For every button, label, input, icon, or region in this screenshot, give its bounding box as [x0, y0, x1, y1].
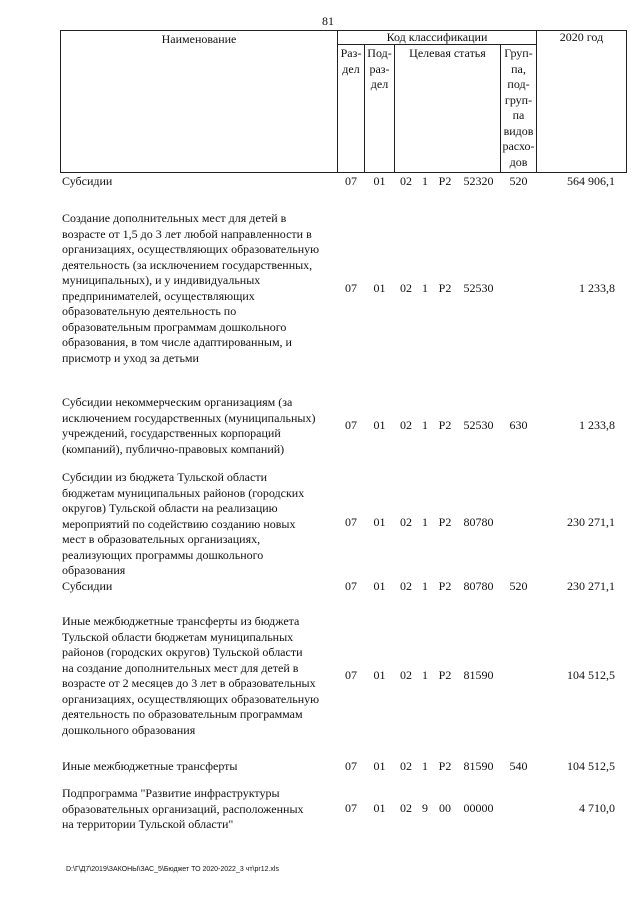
row-name: Иные межбюджетные трансферты: [62, 759, 238, 773]
row-razdel: 07: [345, 801, 357, 815]
row-amount: 564 906,1: [567, 174, 615, 188]
row-cs2: 1: [422, 418, 428, 432]
row-razdel: 07: [345, 281, 357, 295]
row-podrazdel: 01: [373, 418, 386, 432]
row-cs4: 80780: [463, 579, 494, 593]
row-cs4: 52530: [463, 281, 494, 295]
row-cs2: 1: [422, 515, 428, 529]
row-cs1: 02: [400, 668, 412, 682]
row-cs4: 81590: [463, 668, 494, 682]
row-podrazdel: 01: [373, 801, 386, 815]
row-cs4: 52530: [463, 418, 494, 432]
row-podrazdel: 01: [373, 579, 386, 593]
row-podrazdel: 01: [373, 668, 386, 682]
row-cs2: 1: [422, 174, 428, 188]
header-celevaya: Целевая статья: [409, 46, 486, 60]
row-name: Субсидии некоммерческим организациям (за исключением государственных (муниципальных) учреждений, государственных корпораций (компаний), публично-правовых компаний): [62, 395, 316, 456]
row-cs4: 52320: [463, 174, 494, 188]
row-name: Создание дополнительных мест для детей в возрасте от 1,5 до 3 лет любой направленности в организациях, осуществляющих образовательную деятельность (за исключением государственных, муниципальных), и у индивидуальных предпринимателей, осуществляющих образовательную деятельность по образовательным программам дошкольного образования, в том числе адаптированным, и присмотр и уход за детьми: [62, 211, 320, 365]
row-amount: 230 271,1: [567, 515, 615, 529]
row-cs1: 02: [400, 759, 412, 773]
row-vid: 630: [509, 418, 528, 432]
row-cs3: Р2: [438, 174, 452, 188]
row-razdel: 07: [345, 418, 357, 432]
header-col-divider-3: [394, 44, 395, 173]
file-path-footer: D:\Г\Д7\2019\ЗАКОНЫ\ЗАС_5\Бюджет ТО 2020-2022_3 чт\pr12.xls: [66, 866, 279, 873]
row-cs2: 1: [422, 759, 428, 773]
row-cs3: Р2: [438, 668, 452, 682]
row-name: Субсидии: [62, 174, 113, 188]
header-razdel: Раз- дел: [340, 46, 362, 76]
row-podrazdel: 01: [373, 281, 386, 295]
row-razdel: 07: [345, 579, 357, 593]
row-cs4: 80780: [463, 515, 494, 529]
row-name: Субсидии из бюджета Тульской области бюджетам муниципальных районов (городских округов) Тульской области на реализацию мероприятий по содействию созданию новых мест в образовательных организациях, реализующих программы дошкольного образования: [62, 470, 305, 577]
row-cs1: 02: [400, 801, 412, 815]
row-cs1: 02: [400, 579, 412, 593]
header-code-group: Код классификации: [386, 30, 488, 44]
row-podrazdel: 01: [373, 515, 386, 529]
row-cs1: 02: [400, 418, 412, 432]
header-col-divider-5: [536, 30, 537, 173]
row-cs2: 1: [422, 668, 428, 682]
row-cs4: 00000: [463, 801, 494, 815]
row-amount: 1 233,8: [579, 281, 615, 295]
header-podrazdel: Под- раз- дел: [367, 46, 392, 91]
row-podrazdel: 01: [373, 174, 386, 188]
row-razdel: 07: [345, 174, 357, 188]
header-left-border: [60, 30, 61, 173]
page-number: 81: [322, 14, 334, 28]
row-cs1: 02: [400, 515, 412, 529]
row-cs4: 81590: [463, 759, 494, 773]
row-amount: 104 512,5: [567, 668, 615, 682]
row-amount: 1 233,8: [579, 418, 615, 432]
row-amount: 230 271,1: [567, 579, 615, 593]
row-cs3: Р2: [438, 418, 452, 432]
row-cs3: Р2: [438, 515, 452, 529]
row-vid: 540: [509, 759, 528, 773]
row-cs2: 1: [422, 579, 428, 593]
row-razdel: 07: [345, 759, 357, 773]
row-cs2: 1: [422, 281, 428, 295]
header-gruppa: Груп- па, под- груп- па видов расхо- дов: [502, 46, 535, 169]
header-bottom-border: [60, 172, 627, 173]
row-cs3: Р2: [438, 759, 452, 773]
row-vid: 520: [509, 579, 528, 593]
row-cs3: 00: [439, 801, 451, 815]
row-podrazdel: 01: [373, 759, 386, 773]
row-razdel: 07: [345, 668, 357, 682]
header-right-border: [626, 30, 627, 173]
row-cs1: 02: [400, 281, 412, 295]
row-name: Субсидии: [62, 579, 113, 593]
header-year: 2020 год: [559, 30, 604, 44]
row-vid: 520: [509, 174, 528, 188]
row-razdel: 07: [345, 515, 357, 529]
row-cs3: Р2: [438, 281, 452, 295]
row-cs1: 02: [400, 174, 412, 188]
row-name: Иные межбюджетные трансферты из бюджета Тульской области бюджетам муниципальных районов (городских округов) Тульской области на создание дополнительных мест для детей в возрасте от 2 месяцев до 3 лет в образовательных организациях, осуществляющих образовательную деятельность по образовательным программам дошкольного образования: [62, 614, 320, 737]
row-amount: 104 512,5: [567, 759, 615, 773]
row-amount: 4 710,0: [579, 801, 615, 815]
row-cs2: 9: [422, 801, 428, 815]
header-name: Наименование: [161, 32, 237, 46]
row-cs3: Р2: [438, 579, 452, 593]
row-name: Подпрограмма "Развитие инфраструктуры образовательных организаций, расположенных на территории Тульской области": [62, 786, 304, 831]
